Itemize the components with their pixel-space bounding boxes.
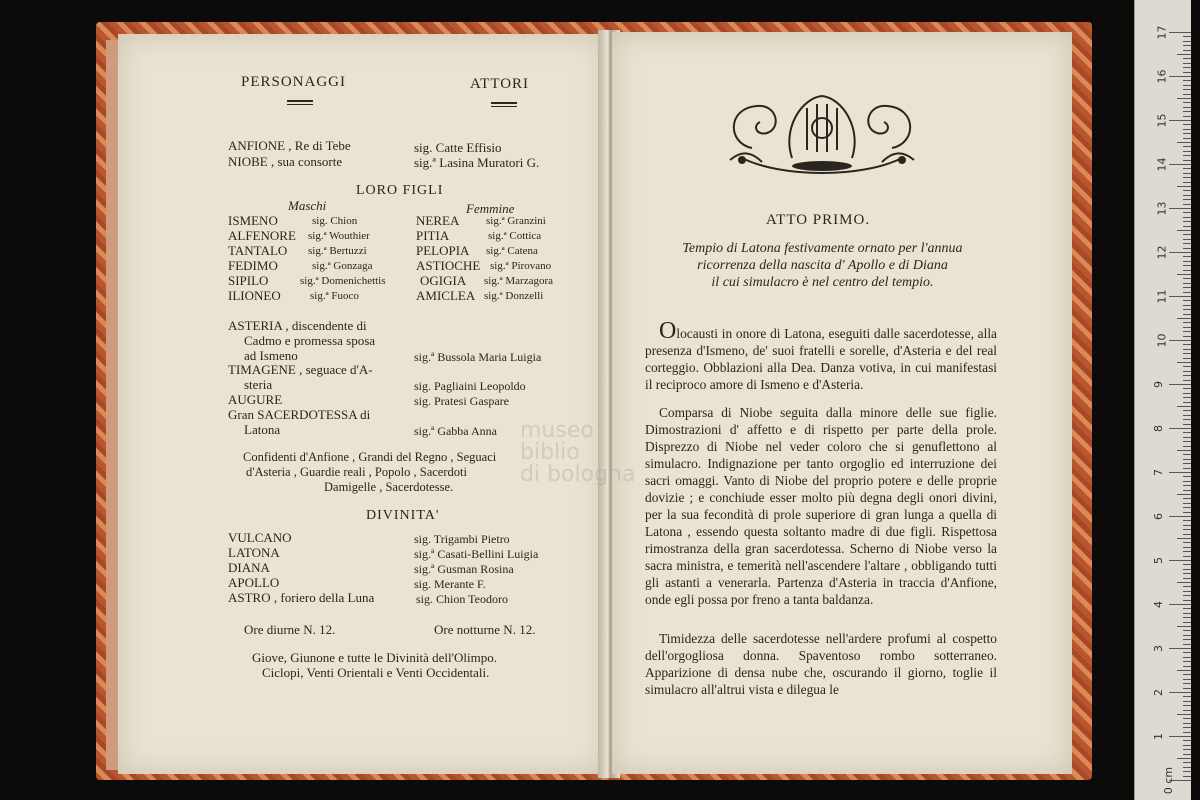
ruler-tick	[1183, 740, 1191, 741]
ruler-tick	[1183, 446, 1191, 447]
ruler-tick	[1183, 204, 1191, 205]
ruler-tick	[1183, 534, 1191, 535]
ruler-tick	[1183, 503, 1191, 504]
ruler-tick	[1183, 168, 1191, 169]
daughter-role: ASTIOCHE	[416, 258, 481, 273]
ruler-tick	[1183, 586, 1191, 587]
ruler-tick	[1183, 608, 1191, 609]
ruler-tick	[1177, 54, 1191, 55]
ruler-tick	[1183, 657, 1191, 658]
ruler-tick	[1169, 340, 1191, 341]
actor-name: sig. Pratesi Gaspare	[414, 394, 509, 408]
son-actor: sig.ª Gonzaga	[312, 260, 373, 272]
role-name: ANFIONE , Re di Tebe	[228, 138, 351, 153]
ruler-tick	[1183, 58, 1191, 59]
ruler-label: 13	[1155, 201, 1169, 216]
role-name: AUGURE	[228, 392, 283, 407]
ore-notturne: Ore notturne N. 12.	[434, 622, 536, 637]
ruler-tick	[1183, 441, 1191, 442]
ruler-label: 16	[1155, 69, 1169, 84]
ruler-tick	[1183, 234, 1191, 235]
personaggi-heading: PERSONAGGI	[241, 74, 347, 90]
watermark-line: museo	[520, 418, 594, 443]
ruler-tick	[1183, 674, 1191, 675]
confidenti-line: d'Asteria , Guardie reali , Popolo , Sacerdoti	[246, 465, 467, 479]
paragraph-1	[645, 318, 997, 393]
ruler-tick	[1183, 666, 1191, 667]
son-actor: sig.ª Domenichettis	[300, 275, 386, 287]
ruler-tick	[1183, 652, 1191, 653]
actor-name: sig.ª Gusman Rosina	[414, 562, 514, 576]
actor-name: sig. Pagliaini Leopoldo	[414, 379, 526, 393]
ruler-tick	[1183, 50, 1191, 51]
heading-rule	[491, 102, 517, 104]
daughter-actor: sig.ª Cottica	[488, 230, 542, 242]
ruler-tick	[1183, 344, 1191, 345]
ruler-tick	[1183, 613, 1191, 614]
role-name: Cadmo e promessa sposa	[244, 333, 376, 348]
ruler-tick	[1183, 415, 1191, 416]
ruler-tick	[1183, 710, 1191, 711]
role-name: NIOBE , sua consorte	[228, 154, 343, 169]
ruler-label: 0 cm	[1162, 766, 1176, 795]
ruler-tick	[1183, 371, 1191, 372]
ruler-tick	[1183, 155, 1191, 156]
ruler-label: 12	[1155, 245, 1169, 260]
son-actor: sig.ª Bertuzzi	[308, 245, 367, 257]
son-role: ISMENO	[228, 213, 278, 228]
ruler-tick	[1183, 591, 1191, 592]
ruler-tick	[1183, 72, 1191, 73]
ruler-tick	[1183, 701, 1191, 702]
ruler-tick	[1169, 120, 1191, 121]
ruler-tick	[1177, 758, 1191, 759]
ruler-tick	[1177, 230, 1191, 231]
ruler-tick	[1183, 419, 1191, 420]
ruler-tick	[1183, 622, 1191, 623]
ruler-tick	[1183, 635, 1191, 636]
ruler-tick	[1177, 494, 1191, 495]
ruler-tick	[1183, 639, 1191, 640]
ruler-tick	[1183, 353, 1191, 354]
daughter-role: PITIA	[416, 228, 450, 243]
museum-watermark	[520, 420, 635, 486]
ruler-label: 7	[1152, 469, 1165, 476]
actor-name: sig. Catte Effisio	[414, 140, 502, 155]
ruler-tick	[1183, 380, 1191, 381]
closing-line: Giove, Giunone e tutte le Divinità dell'Olimpo.	[252, 650, 497, 665]
ruler-tick	[1183, 283, 1191, 284]
ruler-tick	[1183, 754, 1191, 755]
ruler-tick	[1183, 525, 1191, 526]
ruler-tick	[1177, 186, 1191, 187]
ruler-tick	[1183, 468, 1191, 469]
ore-diurne: Ore diurne N. 12.	[244, 622, 336, 637]
ruler-tick	[1183, 688, 1191, 689]
ruler-tick	[1183, 182, 1191, 183]
ruler-tick	[1183, 85, 1191, 86]
ruler-tick	[1183, 248, 1191, 249]
actor-name: sig.ª Gabba Anna	[414, 424, 497, 438]
ruler-tick	[1183, 151, 1191, 152]
ruler-tick	[1183, 239, 1191, 240]
paragraph-2: Comparsa di Niobe seguita dalla minore delle sue figlie. Dimostrazioni d' affetto e di rispetto per parte della prole. Disprezzo di Niobe nel veder coloro che si genuflettono al simulacro. Indignazione per tanto orgoglio ed interruzione dei sacri omaggi. Vanto di Niobe del proprio potere e delle proprie dovizie ; e conchiude esser molto più degna degli onori divini, per la sua fecondità di prole superiore di gran lunga a quella di Latona , essendo questa soltanto madre di due figli. Rispettosa rimostranza della gran sacerdotessa. Scherno di Niobe verso la sacra ministra, e temerità nell'ascendere l'altare , obbligando tutti gli astanti a venerarla. Partenza d'Asteria in traccia d'Anfione, onde egli possa por freno a tanta baldanza.	[645, 405, 997, 607]
ruler-tick	[1183, 644, 1191, 645]
ruler-tick	[1183, 336, 1191, 337]
actor-name: sig. Trigambi Pietro	[414, 532, 510, 546]
son-role: FEDIMO	[228, 258, 278, 273]
ruler-tick	[1183, 696, 1191, 697]
ruler-tick	[1177, 318, 1191, 319]
ruler-tick	[1183, 89, 1191, 90]
ruler-tick	[1183, 556, 1191, 557]
ruler-tick	[1183, 146, 1191, 147]
ruler-tick	[1177, 98, 1191, 99]
ruler-label: 5	[1152, 557, 1165, 564]
ruler-tick	[1177, 538, 1191, 539]
ruler-tick	[1183, 160, 1191, 161]
ruler-tick	[1183, 749, 1191, 750]
watermark-line: biblio	[520, 440, 580, 465]
ruler-tick	[1169, 76, 1191, 77]
ruler-tick	[1177, 626, 1191, 627]
ruler-tick	[1183, 366, 1191, 367]
ruler-tick	[1177, 582, 1191, 583]
ruler-tick	[1183, 520, 1191, 521]
ruler-tick	[1169, 516, 1191, 517]
ruler-tick	[1183, 124, 1191, 125]
watermark-line: di bologna	[520, 462, 636, 487]
loro-figli-heading: LORO FIGLI	[356, 183, 444, 198]
ruler-tick	[1183, 358, 1191, 359]
ruler-tick	[1183, 300, 1191, 301]
ruler-tick	[1169, 32, 1191, 33]
ruler-label: 11	[1155, 289, 1169, 304]
ruler-tick	[1183, 718, 1191, 719]
ruler-tick	[1183, 375, 1191, 376]
ruler-tick	[1183, 498, 1191, 499]
femmine-label: Femmine	[466, 201, 515, 216]
ruler-tick	[1183, 331, 1191, 332]
ruler-tick	[1183, 67, 1191, 68]
ruler-tick	[1183, 490, 1191, 491]
ruler-tick	[1183, 573, 1191, 574]
ruler-tick	[1183, 578, 1191, 579]
role-name: Gran SACERDOTESSA di	[228, 407, 371, 422]
scene-description	[645, 240, 1000, 291]
ruler-tick	[1183, 111, 1191, 112]
ruler-tick	[1183, 41, 1191, 42]
ruler-tick	[1183, 212, 1191, 213]
ruler-tick	[1177, 274, 1191, 275]
ruler-tick	[1183, 138, 1191, 139]
ruler-tick	[1183, 243, 1191, 244]
ruler-tick	[1183, 116, 1191, 117]
ruler-tick	[1183, 432, 1191, 433]
ruler-tick	[1183, 410, 1191, 411]
ruler-tick	[1183, 107, 1191, 108]
closing-line: Ciclopi, Venti Orientali e Venti Occidentali.	[262, 665, 490, 680]
ruler-tick	[1183, 402, 1191, 403]
daughter-actor: sig.ª Pirovano	[490, 260, 552, 272]
role-name: ASTERIA , discendente di	[228, 318, 367, 333]
son-actor: sig. Chion	[312, 215, 358, 227]
ruler-label: 4	[1152, 601, 1165, 608]
role-name: VULCANO	[228, 530, 292, 545]
ruler-tick	[1183, 512, 1191, 513]
ruler-tick	[1183, 226, 1191, 227]
maschi-label: Maschi	[288, 198, 327, 213]
divinita-heading: DIVINITA'	[366, 508, 440, 523]
ruler-tick	[1183, 80, 1191, 81]
ruler-label: 1	[1152, 733, 1165, 740]
ruler-tick	[1169, 164, 1191, 165]
ruler-tick	[1183, 454, 1191, 455]
ruler-tick	[1183, 256, 1191, 257]
ruler-tick	[1183, 278, 1191, 279]
ruler-tick	[1183, 661, 1191, 662]
ruler-tick	[1183, 476, 1191, 477]
ruler-tick	[1183, 564, 1191, 565]
ruler-tick	[1183, 705, 1191, 706]
ruler-tick	[1183, 745, 1191, 746]
ruler-tick	[1183, 595, 1191, 596]
ruler-tick	[1183, 507, 1191, 508]
actor-name: sig. Merante F.	[414, 577, 486, 591]
ruler-tick	[1183, 190, 1191, 191]
ruler-tick	[1169, 252, 1191, 253]
ruler-tick	[1183, 45, 1191, 46]
ruler-tick	[1183, 600, 1191, 601]
ruler-tick	[1183, 129, 1191, 130]
ruler-label: 8	[1152, 425, 1165, 432]
ruler-tick	[1169, 384, 1191, 385]
ruler-tick	[1183, 270, 1191, 271]
role-name: TIMAGENE , seguace d'A-	[228, 362, 373, 377]
daughter-role: AMICLEA	[416, 288, 476, 303]
ruler-tick	[1183, 265, 1191, 266]
ruler-tick	[1183, 287, 1191, 288]
ruler-tick	[1183, 481, 1191, 482]
ruler-label: 14	[1155, 157, 1169, 172]
ruler-tick	[1177, 450, 1191, 451]
ruler-tick	[1177, 406, 1191, 407]
ruler-tick	[1183, 463, 1191, 464]
ruler-tick	[1183, 767, 1191, 768]
ruler-label: 6	[1152, 513, 1165, 520]
daughter-actor: sig.ª Marzagora	[484, 275, 554, 287]
ruler-tick	[1183, 551, 1191, 552]
ruler-tick	[1177, 714, 1191, 715]
ruler-tick	[1183, 723, 1191, 724]
son-role: ALFENORE	[228, 228, 296, 243]
ruler-tick	[1169, 736, 1191, 737]
actor-name: sig.ª Bussola Maria Luigia	[414, 350, 542, 364]
drop-cap: O	[659, 318, 677, 344]
ruler-tick	[1183, 459, 1191, 460]
attori-heading: ATTORI	[470, 76, 530, 92]
daughter-role: OGIGIA	[420, 273, 467, 288]
atto-title: ATTO PRIMO.	[766, 212, 871, 228]
ruler-tick	[1183, 221, 1191, 222]
ruler-tick	[1169, 208, 1191, 209]
ruler-tick	[1183, 397, 1191, 398]
son-role: SIPILO	[228, 273, 269, 288]
ruler-tick	[1183, 199, 1191, 200]
daughter-role: PELOPIA	[416, 243, 470, 258]
ruler-tick	[1183, 683, 1191, 684]
ruler-tick	[1169, 428, 1191, 429]
ruler-tick	[1183, 617, 1191, 618]
ruler-tick	[1183, 547, 1191, 548]
scene-line: Tempio di Latona festivamente ornato per l'annua	[682, 241, 963, 256]
role-name: ad Ismeno	[244, 348, 298, 363]
ruler-tick	[1169, 472, 1191, 473]
ruler-tick	[1183, 63, 1191, 64]
role-name: APOLLO	[228, 575, 280, 590]
ruler-tick	[1183, 437, 1191, 438]
lyre-ornament	[722, 88, 922, 182]
ruler-tick	[1183, 776, 1191, 777]
role-name: DIANA	[228, 560, 270, 575]
paragraph-text: locausti in onore di Latona, eseguiti dalle sacerdotesse, alla presenza d'Ismeno, de' suoi fratelli e sorelle, d'Asteria e del real corteggio. Obblazioni alla Dea. Danza votiva, in cui manifestasi il reciproco amore di Ismeno e d'Asteria.	[645, 326, 997, 392]
ruler-tick	[1183, 727, 1191, 728]
role-name: ASTRO , foriero della Luna	[228, 590, 375, 605]
ruler-tick	[1183, 393, 1191, 394]
actor-name: sig.ª Lasina Muratori G.	[414, 155, 540, 170]
son-role: TANTALO	[228, 243, 288, 258]
ruler-tick	[1177, 142, 1191, 143]
ruler-tick	[1183, 36, 1191, 37]
ruler-tick	[1183, 327, 1191, 328]
daughter-actor: sig.ª Donzelli	[484, 290, 544, 302]
confidenti-line: Confidenti d'Anfione , Grandi del Regno , Seguaci	[243, 450, 497, 464]
son-actor: sig.ª Fuoco	[310, 290, 359, 302]
ruler-tick	[1169, 560, 1191, 561]
ruler-tick	[1183, 388, 1191, 389]
scene-line: il cui simulacro è nel centro del tempio.	[711, 275, 934, 290]
ruler-tick	[1183, 762, 1191, 763]
ruler-label: 17	[1155, 25, 1169, 40]
confidenti-line: Damigelle , Sacerdotesse.	[324, 480, 454, 494]
role-name: steria	[244, 377, 273, 392]
ruler-tick	[1183, 349, 1191, 350]
ruler-tick	[1183, 292, 1191, 293]
ruler-label: 15	[1155, 113, 1169, 128]
daughter-actor: sig.ª Granzini	[486, 215, 546, 227]
ruler-tick	[1183, 485, 1191, 486]
ruler-label: 3	[1152, 645, 1165, 652]
ruler-tick	[1183, 529, 1191, 530]
ruler-tick	[1183, 195, 1191, 196]
role-name: LATONA	[228, 545, 280, 560]
ruler-tick	[1183, 173, 1191, 174]
ruler-tick	[1183, 314, 1191, 315]
ruler-tick	[1183, 569, 1191, 570]
daughter-actor: sig.ª Catena	[486, 245, 538, 257]
ruler-tick	[1183, 732, 1191, 733]
ruler-tick	[1169, 648, 1191, 649]
scene-line: ricorrenza della nascita d' Apollo e di Diana	[697, 258, 948, 273]
ruler-tick	[1183, 102, 1191, 103]
ruler-tick	[1183, 322, 1191, 323]
daughter-role: NEREA	[416, 213, 460, 228]
actor-name: sig. Chion Teodoro	[416, 592, 508, 606]
son-role: ILIONEO	[228, 288, 281, 303]
ruler-tick	[1177, 362, 1191, 363]
ruler-tick	[1183, 217, 1191, 218]
ruler-tick	[1183, 309, 1191, 310]
ruler-tick	[1183, 679, 1191, 680]
ruler-tick	[1183, 133, 1191, 134]
measuring-ruler	[1134, 0, 1191, 800]
ruler-tick	[1183, 94, 1191, 95]
ruler-tick	[1183, 771, 1191, 772]
ruler-tick	[1177, 670, 1191, 671]
ruler-tick	[1169, 692, 1191, 693]
ruler-label: 10	[1155, 333, 1169, 348]
ruler-label: 2	[1152, 689, 1165, 696]
ruler-tick	[1169, 604, 1191, 605]
ruler-tick	[1183, 630, 1191, 631]
role-name: Latona	[244, 422, 281, 437]
ruler-tick	[1183, 261, 1191, 262]
ruler-tick	[1183, 424, 1191, 425]
ruler-label: 9	[1152, 381, 1165, 388]
son-actor: sig.ª Wouthier	[308, 230, 370, 242]
heading-rule	[287, 100, 313, 102]
ruler-tick	[1169, 296, 1191, 297]
ruler-tick	[1183, 305, 1191, 306]
ruler-tick	[1183, 542, 1191, 543]
actor-name: sig.ª Casati-Bellini Luigia	[414, 547, 539, 561]
ruler-tick	[1183, 177, 1191, 178]
paragraph-3: Timidezza delle sacerdotesse nell'ardere profumi al cospetto dell'orgogliosa donna. Spaventoso rombo sotterraneo. Apparizione di densa nube che, oscurando il giorno, toglie il simulacro all'altrui vista e dilegua le	[645, 631, 997, 697]
